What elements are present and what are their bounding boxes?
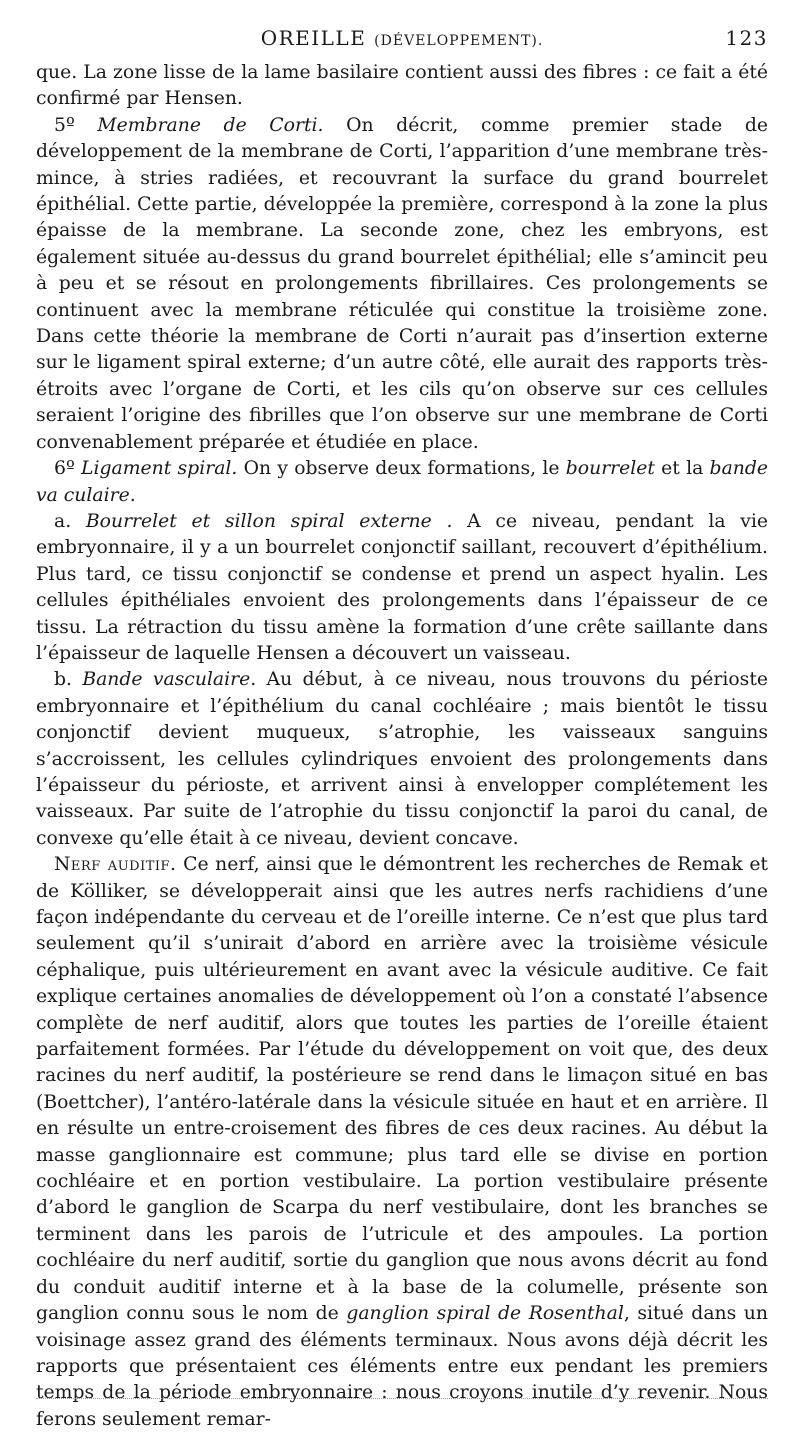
header-subtitle: (DÉVELOPPEMENT). — [374, 33, 544, 49]
paragraph-text: On y observe deux formations, le — [237, 458, 566, 480]
body-text — [36, 60, 768, 1433]
section-number: 5º — [54, 114, 98, 136]
paragraph-text: On décrit, comme premier stade de développement de la membrane de Corti, l’apparition d’une membrane très-mince, à stries radiées, et recouvrant la surface du grand bourrelet épithélial. Cette partie, développée la première, correspond à la zone la plus épaisse de la membrane. La seconde zone, chez les embryons, est également située au-dessus du grand bourrelet épithélial; elle s’amincit peu à peu et se résout en prolongements fibrillaires. Ces prolongements se continuent avec la membrane réticulée qui constitue la troisième zone. Dans cette théorie la membrane de Corti n’aurait pas d’insertion externe sur le ligament spiral externe; d’un autre côté, elle aurait des rapports très-étroits avec l’organe de Corti, et les cils qu’on observe sur ces cellules seraient l’origine des fibrilles que l’on observe sur une membrane de Corti convenablement préparée et étudiée en place. — [36, 114, 768, 453]
subsection-letter: a. — [54, 510, 86, 532]
emphasis-term: ganglion spiral de Rosenthal — [346, 1303, 624, 1325]
paragraph-bande-vasculaire — [36, 667, 768, 852]
subsection-title: Bande vasculaire. — [82, 669, 257, 691]
paragraph-bourrelet — [36, 509, 768, 667]
section-heading: Nerf auditif. — [54, 854, 177, 876]
paragraph-text: et la — [654, 458, 710, 480]
paragraph-ligament-spiral — [36, 456, 768, 509]
paragraph-nerf-auditif — [36, 852, 768, 1433]
page-number: 123 — [725, 26, 768, 50]
paragraph-continuation: que. La zone lisse de la lame basilaire contient aussi des fibres : ce fait a été confirmé par Hensen. — [36, 62, 768, 110]
paragraph-text: Au début, à ce niveau, nous trouvons du périoste embryonnaire et l’épithélium du canal cochléaire ; mais bientôt le tissu conjonctif devient muqueux, s’atrophie, les vaisseaux sanguins s’accroissent, les cellules cylindriques envoient des prolongements dans l’épaisseur du périoste, et arrivent ainsi à envelopper complétement les vaisseaux. Par suite de l’atrophie du tissu conjonctif la paroi du canal, de convexe qu’elle était à ce niveau, devient concave. — [36, 669, 768, 849]
subsection-letter: b. — [54, 669, 83, 691]
page — [36, 26, 768, 1433]
header-title: OREILLE — [260, 26, 367, 50]
running-header — [36, 26, 768, 60]
paragraph-text: , situé dans un voisinage assez grand des éléments terminaux. Nous avons déjà décrit les rapports que présentaient ces éléments entre eux pendant les premiers temps de la période embryonnaire : nous croyons inutile d’y revenir. Nous ferons seulement remar- — [36, 1303, 769, 1430]
subsection-title: Bourrelet et sillon spiral externe . — [85, 510, 453, 532]
running-title — [36, 26, 768, 50]
section-number: 6º — [54, 458, 82, 480]
section-title: Ligament spiral. — [81, 458, 238, 480]
emphasis-term: bourrelet — [565, 458, 655, 480]
paragraph-membrane-corti — [36, 113, 768, 456]
paragraph-text: A ce niveau, pendant la vie embryonnaire, il y a un bourrelet conjonctif saillant, recouvert d’épithélium. Plus tard, ce tissu conjonctif se condense et prend un aspect hyalin. Les cellules épithéliales envoient des prolongements dans l’épaisseur de ce tissu. La rétraction du tissu amène la formation d’une crête saillante dans l’épaisseur de laquelle Hensen a découvert un vaisseau. — [36, 510, 768, 664]
section-title: Membrane de Corti. — [97, 114, 324, 136]
paragraph-text: Ce nerf, ainsi que le démontrent les recherches de Remak et de Kölliker, se développerait ainsi que les autres nerfs rachidiens d’une façon indépendante du cerveau et de l’oreille interne. Ce n’est que plus tard seulement qu’il s’unirait d’abord en arrière avec la troisième vésicule céphalique, puis ultérieurement en avant avec la vésicule auditive. Ce fait explique certaines anomalies de développement où l’on a constaté l’absence complète de nerf auditif, alors que toutes les parties de l’oreille étaient parfaitement formées. Par l’étude du développement on voit que, des deux racines du nerf auditif, la postérieure se rend dans le limaçon situé en bas (Boettcher), l’antéro-latérale dans la vésicule située en haut et en arrière. Il en résulte un entre-croisement des fibres de ces deux racines. Au début la masse ganglionnaire est commune; plus tard elle se divise en portion cochléaire et en portion vestibulaire. La portion vestibulaire présente d’abord le ganglion de Scarpa du nerf vestibulaire, dont les branches se terminent dans les parois de l’utricule et des ampoules. La portion cochléaire du nerf auditif, sortie du ganglion que nous avons décrit au fond du conduit auditif interne et à la base de la columelle, présente son ganglion connu sous le nom de — [36, 854, 768, 1325]
emphasis-term: bande va culaire. — [36, 458, 768, 506]
footer-rule — [36, 1398, 768, 1399]
